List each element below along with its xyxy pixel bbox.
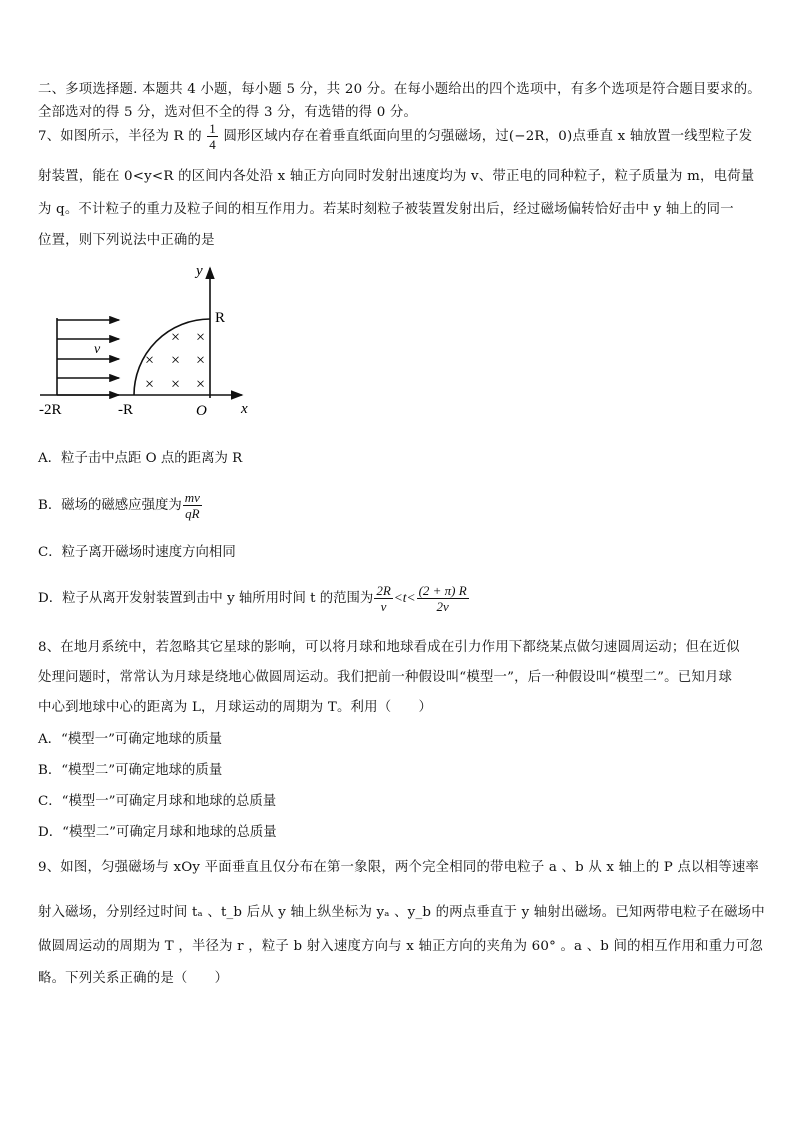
- field-cross: ×: [196, 376, 206, 393]
- field-cross: ×: [145, 352, 155, 369]
- time-upper-denominator: 2v: [436, 599, 449, 614]
- q8-option-c: C．“模型一”可确定月球和地球的总质量: [38, 794, 277, 809]
- q7-option-c: C．粒子离开磁场时速度方向相同: [38, 545, 236, 560]
- time-lower-numerator: 2R: [376, 583, 391, 598]
- field-crosses: [145, 329, 205, 393]
- q7-option-b-text: B．磁场的磁感应强度为: [38, 498, 182, 513]
- label-origin: O: [196, 403, 207, 419]
- quarter-fraction-numerator: 1: [209, 121, 216, 136]
- q8-option-b: B．“模型二”可确定地球的质量: [38, 763, 223, 778]
- q7-line-1: [38, 121, 752, 152]
- time-upper-numerator: (2 + π) R: [418, 583, 467, 598]
- time-inequality: <t<: [393, 590, 416, 605]
- quarter-fraction: [207, 121, 218, 152]
- velocity-label: v: [94, 342, 101, 357]
- q9-line-2: 射入磁场，分别经过时间 tₐ 、t_b 后从 y 轴上纵坐标为 yₐ 、y_b 的两点垂直于 y 轴射出磁场。已知两带电粒子在磁场中: [38, 905, 765, 920]
- y-axis-label: y: [196, 263, 203, 279]
- q8-line-3: 中心到地球中心的距离为 L，月球运动的周期为 T。利用（ ）: [38, 700, 433, 715]
- field-cross: ×: [171, 376, 181, 393]
- q7-option-d-text: D．粒子从离开发射装置到击中 y 轴所用时间 t 的范围为: [38, 591, 374, 606]
- q8-line-2: 处理问题时，常常认为月球是绕地心做圆周运动。我们把前一种假设叫“模型一”，后一种假设叫“模型二”。已知月球: [38, 670, 733, 685]
- mv-numerator: mv: [184, 490, 200, 505]
- q7-line-4: 位置，则下列说法中正确的是: [38, 233, 215, 248]
- q8-option-a: A．“模型一”可确定地球的质量: [38, 732, 223, 747]
- field-cross: ×: [196, 329, 206, 346]
- q7-option-b: [38, 490, 203, 521]
- field-cross: ×: [171, 329, 181, 346]
- q7-line-3: 为 q。不计粒子的重力及粒子间的相互作用力。若某时刻粒子被装置发射出后，经过磁场偏转恰好击中 y 轴上的同一: [38, 202, 734, 217]
- q7-line-1-end: 圆形区域内存在着垂直纸面向里的匀强磁场，过(−2R，0)点垂直 x 轴放置一线型粒子发: [223, 129, 753, 144]
- label-neg-r: -R: [118, 402, 133, 418]
- time-lower-bound-fraction: [374, 583, 392, 614]
- field-cross: ×: [196, 352, 206, 369]
- magnetic-field-figure: [36, 258, 266, 420]
- q7-option-d: [38, 583, 470, 614]
- quarter-fraction-denominator: 4: [209, 137, 216, 152]
- time-upper-bound-fraction: [417, 583, 469, 614]
- q7-line-2: 射装置，能在 0<y<R 的区间内各处沿 x 轴正方向同时发射出速度均为 v、带正电的同种粒子，粒子质量为 m，电荷量: [38, 169, 755, 184]
- field-cross: ×: [145, 376, 155, 393]
- qr-denominator: qR: [185, 506, 200, 521]
- q8-option-d: D．“模型二”可确定月球和地球的总质量: [38, 825, 277, 840]
- section-heading-line-2: 全部选对的得 5 分，选对但不全的得 3 分，有选错的得 0 分。: [38, 105, 418, 120]
- field-cross: ×: [171, 352, 181, 369]
- q9-line-1: 9、如图，匀强磁场与 xOy 平面垂直且仅分布在第一象限，两个完全相同的带电粒子 a 、b 从 x 轴上的 P 点以相等速率: [38, 860, 760, 875]
- q9-line-3: 做圆周运动的周期为 T ，半径为 r ，粒子 b 射入速度方向与 x 轴正方向的夹角为 60° 。a 、b 间的相互作用和重力可忽: [38, 939, 764, 954]
- mv-over-qr-fraction: [183, 490, 202, 521]
- label-neg-2r: -2R: [39, 402, 62, 418]
- q7-option-a: A．粒子击中点距 O 点的距离为 R: [38, 451, 243, 466]
- time-lower-denominator: v: [380, 599, 387, 614]
- label-r: R: [215, 310, 226, 326]
- q9-line-4: 略。下列关系正确的是（ ）: [38, 971, 229, 986]
- q8-line-1: 8、在地月系统中，若忽略其它星球的影响，可以将月球和地球看成在引力作用下都绕某点做匀速圆周运动；但在近似: [38, 640, 740, 655]
- x-axis-label: x: [241, 401, 248, 417]
- q7-line-1-start: 7、如图所示，半径为 R 的: [38, 129, 202, 144]
- section-heading-line-1: 二、多项选择题. 本题共 4 小题，每小题 5 分，共 20 分。在每小题给出的四个选项中，有多个选项是符合题目要求的。: [38, 82, 761, 97]
